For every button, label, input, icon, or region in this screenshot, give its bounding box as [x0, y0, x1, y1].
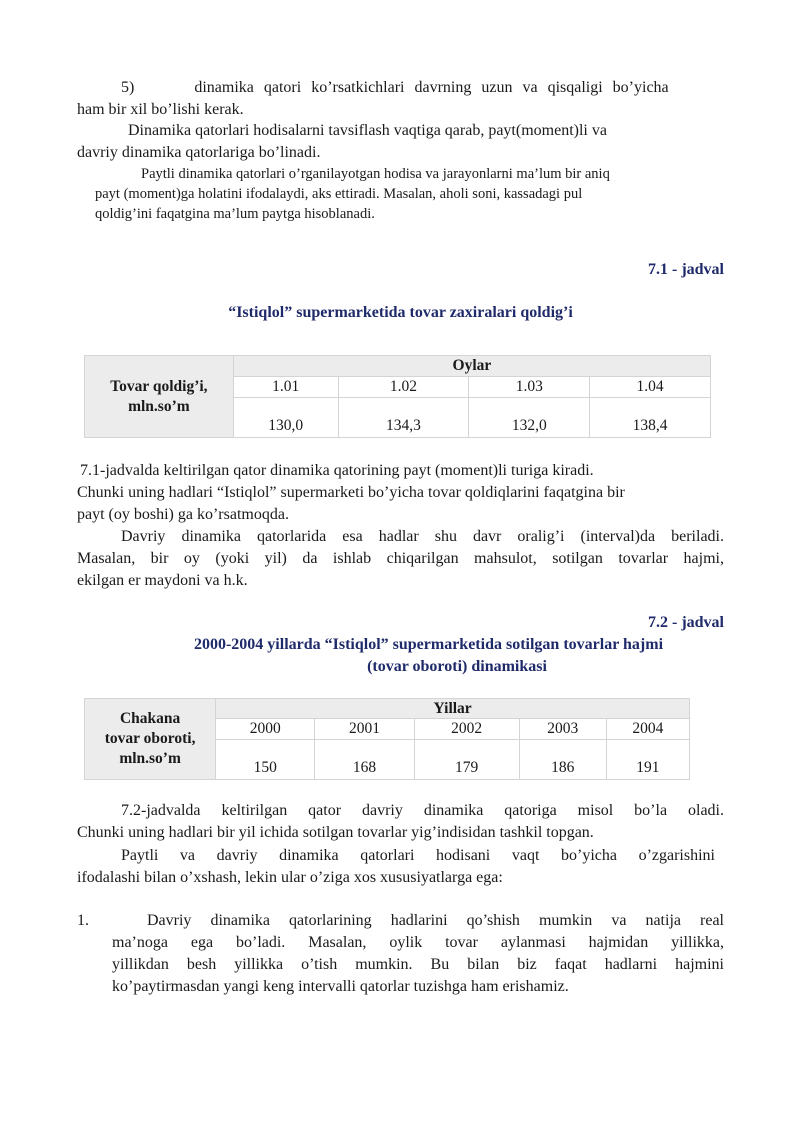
column-header: 2003	[519, 719, 606, 740]
paragraph-line: davriy dinamika qatorlariga bo’linadi.	[77, 144, 321, 161]
paragraph-line: Davriy dinamika qatorlarida esa hadlar shu davr oralig’i (interval)da beriladi.	[121, 528, 724, 545]
paragraph-line: Chunki uning hadlari bir yil ichida sotilgan tovarlar yig’indisidan tashkil topgan.	[77, 824, 594, 841]
data-table	[84, 698, 690, 780]
column-header: 1.02	[338, 377, 469, 398]
list-item-line: ko’paytirmasdan yangi keng intervalli qatorlar tuzishga ham erishamiz.	[112, 978, 569, 995]
list-number: 1.	[77, 912, 89, 929]
table-cell: 130,0	[233, 398, 338, 438]
column-header: 2004	[606, 719, 689, 740]
table-cell: 191	[606, 740, 689, 780]
table-title: 2000-2004 yillarda “Istiqlol” supermarketida sotilgan tovarlar hajmi	[193, 636, 664, 653]
paragraph-line: 7.2-jadvalda keltirilgan qator davriy dinamika qatoriga misol bo’la oladi.	[121, 802, 724, 819]
paragraph-line: Chunki uning hadlari “Istiqlol” supermarketi bo’yicha tovar qoldiqlarini faqatgina bir	[77, 484, 625, 501]
table-cell: 186	[519, 740, 606, 780]
column-header: 2001	[315, 719, 414, 740]
paragraph-line: qoldig’ini faqatgina ma’lum paytga hisoblanadi.	[95, 206, 375, 222]
column-header: 2002	[414, 719, 519, 740]
table-cell: 134,3	[338, 398, 469, 438]
paragraph-line: ekilgan er maydoni va h.k.	[77, 572, 248, 589]
table-cell: 132,0	[469, 398, 590, 438]
table-cell: 138,4	[590, 398, 711, 438]
column-header: 1.04	[590, 377, 711, 398]
group-header: Oylar	[233, 356, 710, 377]
table-cell: 179	[414, 740, 519, 780]
list-item-line: Davriy dinamika qatorlarining hadlarini qo’shish mumkin va natija real	[147, 912, 724, 929]
paragraph-line: Paytli va davriy dinamika qatorlari hodisani vaqt bo’yicha o’zgarishini	[121, 847, 715, 864]
table-title: (tovar oboroti) dinamikasi	[367, 658, 547, 675]
paragraph-line: payt (oy boshi) ga ko’rsatmoqda.	[77, 506, 289, 523]
row-label: Chakana tovar oboroti, mln.so’m	[85, 699, 216, 780]
table-number: 7.2 - jadval	[648, 614, 724, 631]
group-header: Yillar	[216, 699, 690, 719]
table-cell: 168	[315, 740, 414, 780]
list-item-line: yillikdan besh yillikka o’tish mumkin. Bu bilan biz faqat hadlarni hajmini	[112, 956, 724, 973]
row-label: Tovar qoldig’i, mln.so’m	[85, 356, 234, 438]
paragraph-line: ifodalashi bilan o’xshash, lekin ular o’ziga xos xususiyatlarga ega:	[77, 869, 503, 886]
paragraph-line: ham bir xil bo’lishi kerak.	[77, 101, 244, 118]
column-header: 2000	[216, 719, 315, 740]
data-table	[84, 355, 711, 438]
paragraph-line: 7.1-jadvalda keltirilgan qator dinamika qatorining payt (moment)li turiga kiradi.	[80, 462, 594, 479]
paragraph-line: Dinamika qatorlari hodisalarni tavsiflash vaqtiga qarab, payt(moment)li va	[128, 122, 607, 139]
paragraph-line: Masalan, bir oy (yoki yil) da ishlab chiqarilgan mahsulot, sotilgan tovarlar hajmi,	[77, 550, 724, 567]
table-cell: 150	[216, 740, 315, 780]
list-item-line: ma’noga ega bo’ladi. Masalan, oylik tovar aylanmasi hajmidan yillikka,	[112, 934, 724, 951]
paragraph-line: Paytli dinamika qatorlari o’rganilayotgan hodisa va jarayonlarni ma’lum bir aniq	[141, 166, 610, 182]
paragraph-line: payt (moment)ga holatini ifodalaydi, aks ettiradi. Masalan, aholi soni, kassadagi pul	[95, 186, 583, 202]
paragraph-line: 5) dinamika qatori ko’rsatkichlari davrning uzun va qisqaligi bo’yicha	[121, 79, 669, 96]
table-title: “Istiqlol” supermarketida tovar zaxiralari qoldig’i	[228, 304, 573, 321]
column-header: 1.01	[233, 377, 338, 398]
table-number: 7.1 - jadval	[648, 261, 724, 278]
column-header: 1.03	[469, 377, 590, 398]
